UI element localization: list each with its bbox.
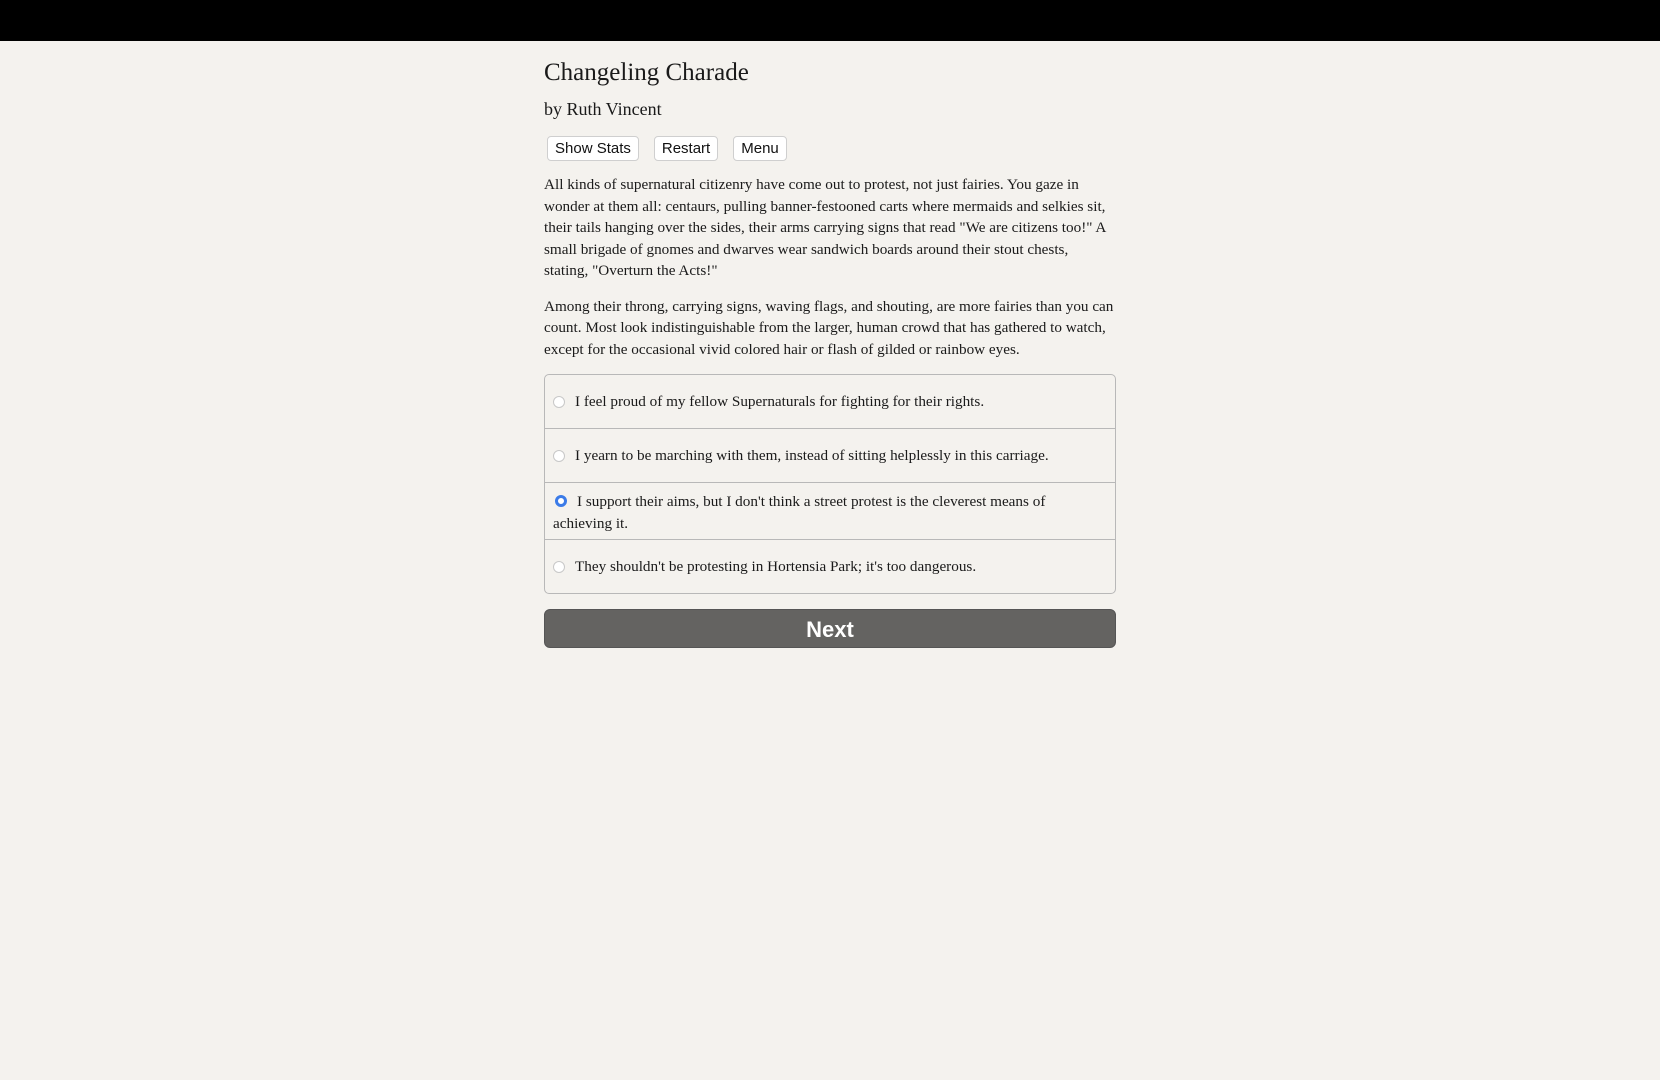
radio-button-selected-icon[interactable] xyxy=(555,495,567,507)
toolbar xyxy=(544,136,1116,160)
choice-label: I feel proud of my fellow Supernaturals for fighting for their rights. xyxy=(575,392,985,410)
choice-option-3[interactable] xyxy=(545,482,1115,539)
choice-option-4[interactable] xyxy=(545,539,1115,593)
restart-button[interactable]: Restart xyxy=(654,136,718,161)
choice-label: They shouldn't be protesting in Hortensia Park; it's too dangerous. xyxy=(575,557,977,575)
choice-option-1[interactable] xyxy=(545,375,1115,428)
radio-button-icon[interactable] xyxy=(553,561,565,573)
radio-button-icon[interactable] xyxy=(553,450,565,462)
game-container xyxy=(544,41,1116,648)
choice-label: I yearn to be marching with them, instead of sitting helplessly in this carriage. xyxy=(575,446,1049,464)
choice-option-2[interactable] xyxy=(545,428,1115,482)
top-bar xyxy=(0,0,1660,41)
choice-label xyxy=(553,490,1107,534)
story-paragraph: All kinds of supernatural citizenry have come out to protest, not just fairies. You gaze in wonder at them all: centaurs, pulling banner-festooned carts where mermaids and selkies sit, their tails hanging over the sides, their arms carrying signs that read "We are citizens too!" A small brigade of gnomes and dwarves wear sandwich boards around their stout chests, stating, "Overturn the Acts!" xyxy=(544,176,1106,279)
show-stats-button[interactable]: Show Stats xyxy=(547,136,639,161)
menu-button[interactable]: Menu xyxy=(733,136,787,161)
radio-button-icon[interactable] xyxy=(553,396,565,408)
game-title: Changeling Charade xyxy=(544,59,749,86)
game-author: by Ruth Vincent xyxy=(544,99,662,119)
story-paragraph: Among their throng, carrying signs, waving flags, and shouting, are more fairies than you can count. Most look indistinguishable from the larger, human crowd that has gathered to watch, except for the occasional vivid colored hair or flash of gilded or rainbow eyes. xyxy=(544,297,1114,358)
choice-label-text: I support their aims, but I don't think a street protest is the cleverest means of achieving it. xyxy=(553,493,1046,532)
choice-list xyxy=(544,374,1116,594)
next-button[interactable]: Next xyxy=(544,609,1116,648)
